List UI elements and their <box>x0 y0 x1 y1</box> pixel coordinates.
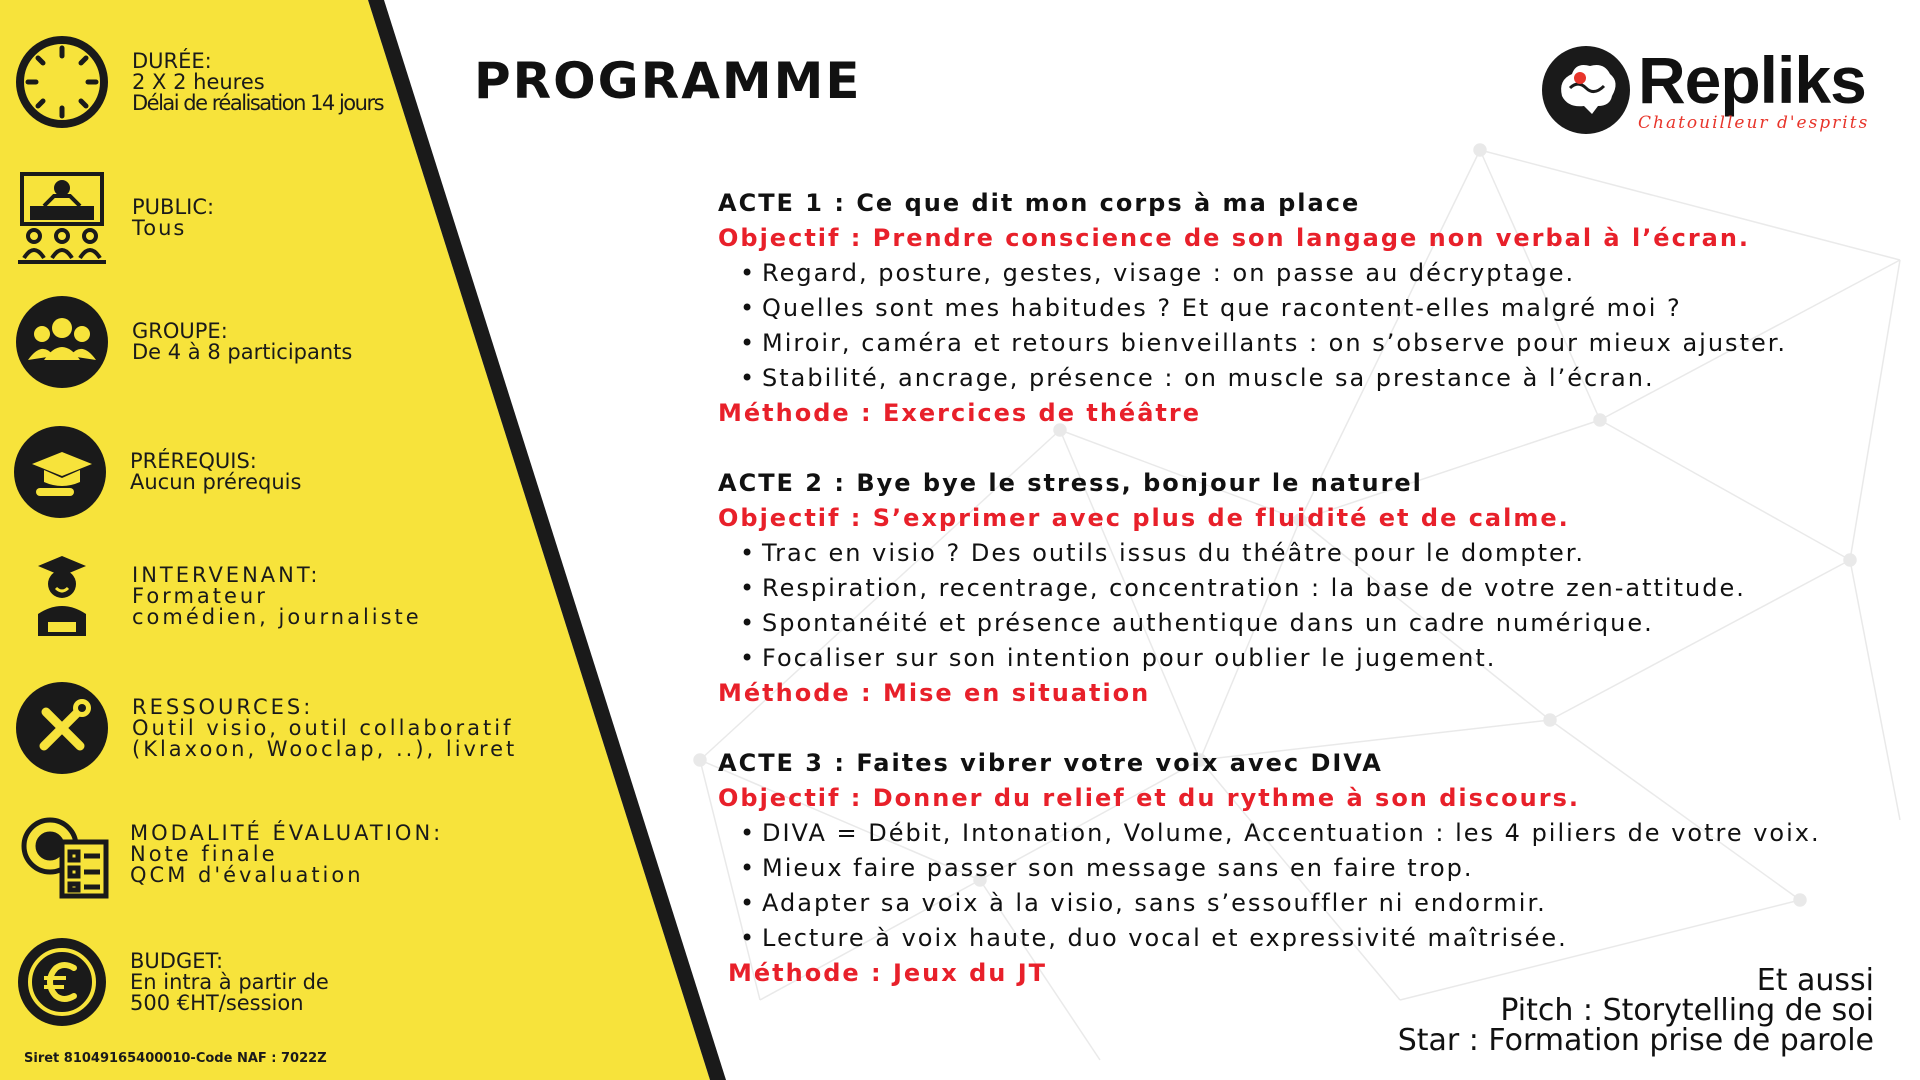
siret-text: Siret 81049165400010-Code NAF : 7022Z <box>24 1051 327 1066</box>
prerequis-label: PRÉREQUIS: <box>130 449 257 473</box>
bullet-item: • Regard, posture, gestes, visage : on passe au décryptage. <box>718 256 1868 291</box>
extra-block <box>1397 963 1874 1058</box>
sidebar-item-duree <box>14 34 383 130</box>
presentation-icon <box>14 170 110 266</box>
act-bullets <box>718 816 1868 956</box>
group-icon <box>14 294 110 390</box>
sidebar-item-evaluation <box>16 806 443 902</box>
euro-icon <box>14 934 110 1030</box>
bullet-item: • DIVA = Débit, Intonation, Volume, Accentuation : les 4 piliers de votre voix. <box>718 816 1868 851</box>
bullet-item: • Lecture à voix haute, duo vocal et expressivité maîtrisée. <box>718 921 1868 956</box>
act-3 <box>718 746 1868 991</box>
evaluation-checklist-icon <box>16 806 112 902</box>
act-2 <box>718 466 1868 711</box>
intervenant-line-1: Formateur <box>132 583 268 608</box>
sidebar-item-groupe <box>14 294 352 390</box>
bullet-item: • Respiration, recentrage, concentration : la base de votre zen-attitude. <box>718 571 1868 606</box>
ressources-label: RESSOURCES: <box>132 694 314 719</box>
bullet-item: • Miroir, caméra et retours bienveillants : on s’observe pour mieux ajuster. <box>718 326 1868 361</box>
act-title: ACTE 1 : Ce que dit mon corps à ma place <box>718 189 1361 217</box>
tools-icon <box>14 680 110 776</box>
extra-line-1: Pitch : Storytelling de soi <box>1500 993 1874 1028</box>
logo-name: Repliks <box>1638 43 1866 117</box>
brain-logo-icon <box>1540 44 1632 136</box>
clock-icon <box>14 34 110 130</box>
budget-label: BUDGET: <box>130 948 224 973</box>
duree-line-2: Délai de réalisation 14 jours <box>132 90 384 115</box>
bullet-item: • Adapter sa voix à la visio, sans s’essouffler ni endormir. <box>718 886 1868 921</box>
bullet-item: • Focaliser sur son intention pour oublier le jugement. <box>718 641 1868 676</box>
intervenant-label: INTERVENANT: <box>132 562 321 587</box>
graduation-cap-icon <box>12 424 108 520</box>
public-label: PUBLIC: <box>132 195 215 219</box>
bullet-item: • Quelles sont mes habitudes ? Et que racontent-elles malgré moi ? <box>718 291 1868 326</box>
bullet-item: • Mieux faire passer son message sans en faire trop. <box>718 851 1868 886</box>
act-method: Méthode : Jeux du JT <box>728 959 1048 987</box>
act-objective: Objectif : Donner du relief et du rythme à son discours. <box>718 784 1580 812</box>
sidebar-item-budget <box>14 934 329 1030</box>
act-objective: Objectif : Prendre conscience de son langage non verbal à l’écran. <box>718 224 1751 252</box>
teacher-icon <box>14 548 110 644</box>
intervenant-line-2: comédien, journaliste <box>132 604 422 629</box>
evaluation-label: MODALITÉ ÉVALUATION: <box>130 820 444 845</box>
bullet-item: • Stabilité, ancrage, présence : on muscle sa prestance à l’écran. <box>718 361 1868 396</box>
act-method: Méthode : Mise en situation <box>718 679 1151 707</box>
sidebar-item-intervenant <box>14 548 422 644</box>
prerequis-line-1: Aucun prérequis <box>130 470 302 494</box>
act-method: Méthode : Exercices de théâtre <box>718 399 1201 427</box>
bullet-item: • Spontanéité et présence authentique dans un cadre numérique. <box>718 606 1868 641</box>
sidebar-item-ressources <box>14 680 517 776</box>
duree-line-1: 2 X 2 heures <box>132 69 265 94</box>
budget-line-1: En intra à partir de <box>130 969 329 994</box>
logo-tagline: Chatouilleur d'esprits <box>1638 113 1870 133</box>
ressources-line-2: (Klaxoon, Wooclap, ..), livret <box>132 736 518 761</box>
groupe-label: GROUPE: <box>132 319 228 343</box>
page-title: PROGRAMME <box>474 52 862 110</box>
evaluation-line-2: QCM d'évaluation <box>130 862 364 887</box>
public-line-1: Tous <box>132 216 187 240</box>
sidebar-item-prerequis <box>12 424 301 520</box>
programme-content <box>718 186 1868 1026</box>
act-bullets <box>718 256 1868 396</box>
act-bullets <box>718 536 1868 676</box>
act-title: ACTE 2 : Bye bye le stress, bonjour le naturel <box>718 469 1423 497</box>
duree-label: DURÉE: <box>132 48 212 73</box>
ressources-line-1: Outil visio, outil collaboratif <box>132 715 514 740</box>
yellow-sidebar-panel <box>0 0 710 1080</box>
bullet-item: • Trac en visio ? Des outils issus du théâtre pour le dompter. <box>718 536 1868 571</box>
budget-line-2: 500 €HT/session <box>130 990 304 1015</box>
groupe-line-1: De 4 à 8 participants <box>132 340 353 364</box>
act-objective: Objectif : S’exprimer avec plus de fluidité et de calme. <box>718 504 1570 532</box>
act-title: ACTE 3 : Faites vibrer votre voix avec DIVA <box>718 749 1383 777</box>
extra-line-2: Star : Formation prise de parole <box>1397 1023 1874 1058</box>
evaluation-line-1: Note finale <box>130 841 278 866</box>
repliks-logo <box>1540 44 1869 136</box>
act-1 <box>718 186 1868 431</box>
sidebar-item-public <box>14 170 214 266</box>
extra-heading: Et aussi <box>1756 963 1874 998</box>
